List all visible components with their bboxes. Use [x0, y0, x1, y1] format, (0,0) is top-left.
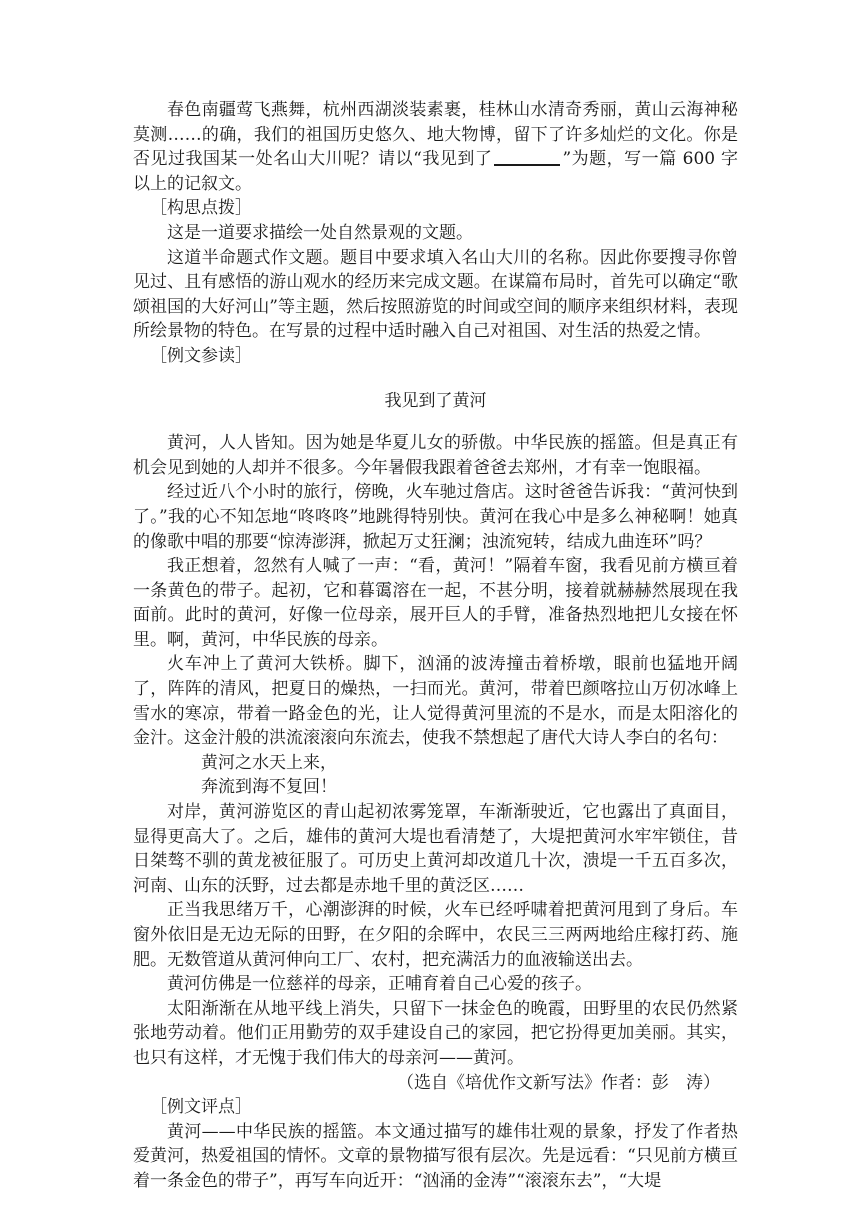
essay-paragraph: 火车冲上了黄河大铁桥。脚下，汹涌的波涛撞击着桥墩，眼前也猛地开阔了，阵阵的清风，把夏日的燥热，一扫而光。黄河，带着巴颜喀拉山万仞冰峰上雪水的寒凉，带着一路金色的光，让人觉得黄河里流的不是水，而是太阳溶化的金汁。这金汁般的洪流滚滚向东流去，使我不禁想起了唐代大诗人李白的名句：	[133, 654, 738, 749]
essay-paragraph: 太阳渐渐在从地平线上消失，只留下一抹金色的晚霞，田野里的农民仍然紧张地劳动着。他们正用勤劳的双手建设自己的家园，把它扮得更加美丽。其实，也只有这样，才无愧于我们伟大的母亲河——黄河。	[133, 998, 738, 1068]
document-page	[133, 98, 738, 1194]
essay-paragraph: 我正想着，忽然有人喊了一声：“看，黄河！”隔着车窗，我看见前方横亘着一条黄色的带子。起初，它和暮霭溶在一起，不甚分明，接着就赫赫然展现在我面前。此时的黄河，好像一位母亲，展开巨人的手臂，准备热烈地把儿女接在怀里。啊，黄河，中华民族的母亲。	[133, 556, 738, 650]
essay-paragraph: 对岸，黄河游览区的青山起初浓雾笼罩，车渐渐驶近，它也露出了真面目，显得更高大了。之后，雄伟的黄河大堤也看清楚了，大堤把黄河水牢牢锁住，昔日桀骜不驯的黄龙被征服了。可历史上黄河却改道几十次，溃堤一千五百多次，河南、山东的沃野，过去都是赤地千里的黄泛区……	[133, 802, 738, 896]
prompt-text-end: ”为题，写一篇 600 字以上的记叙文。	[133, 149, 738, 194]
example-label: ［例文参读］	[150, 345, 252, 366]
essay-source: （选自《培优作文新写法》作者：彭 涛）	[397, 1072, 720, 1093]
review-paragraph: 黄河——中华民族的摇篮。本文通过描写的雄伟壮观的景象，抒发了作者热爱黄河，热爱祖国的情怀。文章的景物描写很有层次。先是远看：“只见前方横亘着一条金色的带子”，再写车向近开：“汹涌的金涛”“滚滚东去”，“大堤	[133, 1121, 738, 1191]
title-blank	[494, 148, 560, 166]
guide-paragraph-1: 这是一道要求描绘一处自然景观的文题。	[167, 222, 473, 243]
prompt-text: 春色南疆莺飞燕舞，杭州西湖淡装素裹，桂林山水清奇秀丽，黄山云海神秘莫测……的确，我们的祖国历史悠久、地大物博，留下了许多灿烂的文化。你是否见过我国某一处名山大川呢？请以“我见到了	[133, 100, 738, 170]
essay-paragraph: 正当我思绪万千，心潮澎湃的时候，火车已经呼啸着把黄河甩到了身后。车窗外依旧是无边无际的田野，在夕阳的余晖中，农民三三两两地给庄稼打药、施肥。无数管道从黄河伸向工厂、农村，把充满活力的血液输送出去。	[133, 900, 738, 970]
essay-paragraph: 经过近八个小时的旅行，傍晚，火车驰过詹店。这时爸爸告诉我：“黄河快到了。”我的心不知怎地“咚咚咚”地跳得特别快。黄河在我心中是多么神秘啊！她真的像歌中唱的那要“惊涛澎湃，掀起万丈狂澜；浊流宛转，结成九曲连环”吗？	[133, 482, 738, 552]
guide-label: ［构思点拨］	[150, 198, 252, 219]
review-label: ［例文评点］	[150, 1097, 252, 1118]
essay-body	[133, 431, 738, 1095]
prompt-paragraph	[133, 98, 738, 196]
poem-line: 奔流到海不复回！	[201, 777, 337, 798]
poem-line: 黄河之水天上来，	[201, 752, 337, 773]
essay-title: 我见到了黄河	[384, 390, 487, 411]
essay-paragraph: 黄河仿佛是一位慈祥的母亲，正哺育着自己心爱的孩子。	[167, 974, 592, 995]
guide-paragraph-2: 这道半命题式作文题。题目中要求填入名山大川的名称。因此你要搜寻你曾见过、且有感悟的游山观水的经历来完成文题。在谋篇布局时，首先可以确定“歌颂祖国的大好河山”等主题，然后按照游览的时间或空间的顺序来组织材料，表现所绘景物的特色。在写景的过程中适时融入自己对祖国、对生活的热爱之情。	[133, 247, 738, 342]
essay-paragraph: 黄河，人人皆知。因为她是华夏儿女的骄傲。中华民族的摇篮。但是真正有机会见到她的人却并不很多。今年暑假我跟着爸爸去郑州，才有幸一饱眼福。	[133, 433, 738, 478]
